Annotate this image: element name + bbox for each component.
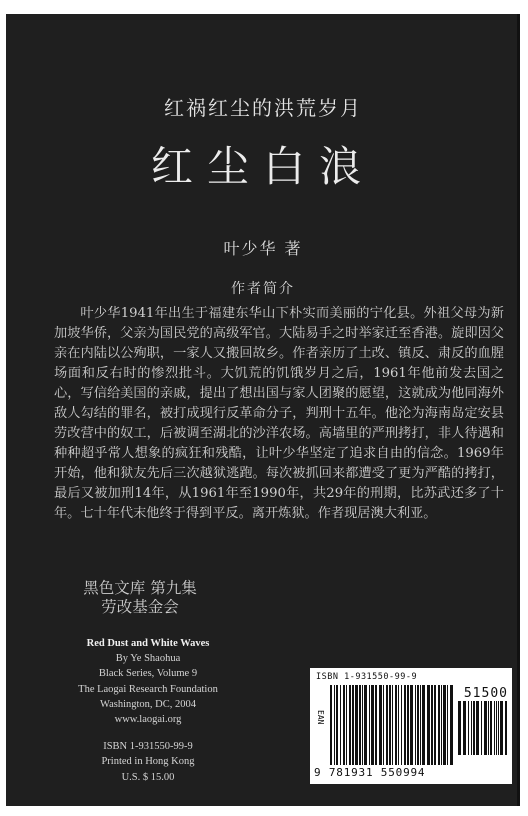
english-author: By Ye Shaohua xyxy=(115,653,181,665)
english-title: Red Dust and White Waves xyxy=(86,638,210,649)
author-intro-heading: 作者简介 xyxy=(231,281,295,297)
publisher-line: 劳改基金会 xyxy=(101,598,179,616)
series-line: 黑色文库 第九集 xyxy=(83,579,197,597)
english-printed: Printed in Hong Kong xyxy=(101,756,195,768)
barcode xyxy=(310,668,512,784)
english-website: www.laogai.org xyxy=(114,714,182,726)
author-intro-body: 叶少华1941年出生于福建东华山下朴实而美丽的宁化县。外祖父母为新加坡华侨，父亲为国民党的高级军官。大陆易手之时举家迁至香港。旋即因父亲在内陆以公殉职，一家人又搬回故乡。作者亲历了土改、镇反、肃反的血腥场面和反右时的惨烈批斗。大饥荒的饥饿岁月之后，1961年他前发去国之心，写信给美国的亲戚，提出了想出国与家人团聚的愿望，这就成为他同海外敌人勾结的罪名，被打成现行反革命分子，判刑十五年。他沦为海南岛定安县劳改营中的奴工，后被调至湖北的沙洋农场。高墙里的严刑拷打，非人待遇和种种超乎常人想象的疯狂和残酷，让叶少华坚定了追求自由的信念。1969年开始，他和狱友先后三次越狱逃跑。每次被抓回来都遭受了更为严酷的拷打，最后又被加刑14年，从1961年至1990年，共29年的刑期，比苏武还多了十年。七十年代末他终于得到平反。离开炼狱。作者现居澳大利亚。 xyxy=(54,306,504,521)
barcode-isbn-label: ISBN 1-931550-99-9 xyxy=(316,672,418,682)
series-info-chinese xyxy=(60,579,220,617)
english-series: Black Series, Volume 9 xyxy=(98,668,198,680)
barcode-ean-label: EAN xyxy=(316,710,325,725)
book-author: 叶少华 著 xyxy=(223,239,303,258)
book-title: 红尘白浪 xyxy=(150,142,375,191)
book-subtitle: 红祸红尘的洪荒岁月 xyxy=(164,96,362,120)
english-info xyxy=(68,636,228,785)
barcode-digits: 9 781931 550994 xyxy=(314,766,426,779)
english-price: U.S. $ 15.00 xyxy=(121,771,175,783)
barcode-bars xyxy=(330,685,454,765)
english-place-year: Washington, DC, 2004 xyxy=(100,698,196,710)
barcode-addon-bars xyxy=(458,701,508,755)
back-cover xyxy=(6,14,520,806)
english-publisher: The Laogai Research Foundation xyxy=(78,683,218,695)
barcode-price-code: 51500 xyxy=(463,686,508,701)
english-isbn: ISBN 1-931550-99-9 xyxy=(103,741,193,753)
